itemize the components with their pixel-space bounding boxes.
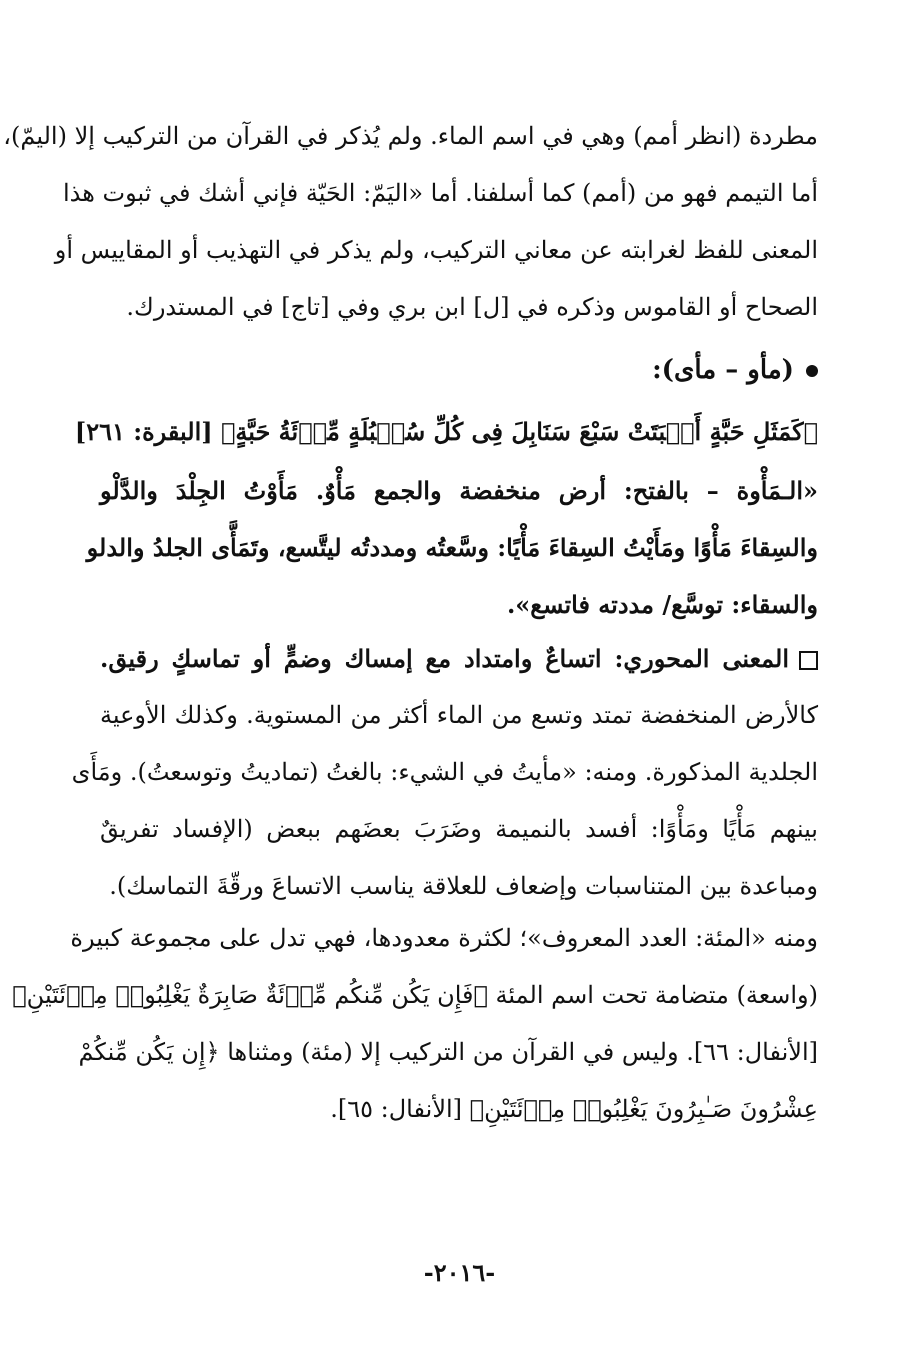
- square-marker-icon: [799, 651, 818, 670]
- text-line: ومباعدة بين المتناسبات وإضعاف للعلاقة يناسب الاتساعَ ورقّةَ التماسك).: [109, 872, 818, 900]
- hundred-paragraph: [12, 910, 818, 1138]
- text-line: «الـمَأْوة – بالفتح: أرض منخفضة والجمع مَأْوٌ. مَأَوْتُ الجِلْدَ والدَّلْو: [100, 476, 818, 505]
- text-line: عِشْرُونَ صَـٰبِرُونَ يَغْلِبُوا۟ مِا۟ئَتَيْنِ﴾ [الأنفال: ٦٥].: [330, 1095, 818, 1123]
- section-heading-text: (مأو – مأى):: [652, 355, 794, 385]
- text-line: والسِقاءَ مَأْوًا ومَأَيْتُ السِقاءَ مَأْيًا: وسَّعتُه ومددتُه ليتَّسع، وتَمَأَّى الجلدُ والدلو: [86, 533, 818, 562]
- core-meaning-line: [100, 630, 818, 687]
- text-line: بينهم مَأْيًا ومَأْوًا: أفسد بالنميمة وضَرَبَ بعضَهم ببعض (الإفساد تفريقٌ: [100, 815, 818, 843]
- section-heading: [100, 345, 818, 395]
- text-line: الصحاح أو القاموس وذكره في [ل] ابن بري وفي [تاج] في المستدرك.: [126, 293, 818, 321]
- text-line: (واسعة) متضامة تحت اسم المئة ﴿فَإِن يَكُن مِّنكُم مِّا۟ئَةٌ صَابِرَةٌ يَغْلِبُوا۟ مِا۟ئَتَيْنِ﴾: [12, 981, 818, 1009]
- text-line: [الأنفال: ٦٦]. وليس في القرآن من التركيب إلا (مئة) ومثناها ﴿إِن يَكُن مِّنكُمْ: [78, 1038, 818, 1066]
- bullet-icon: [806, 365, 818, 377]
- text-line: مطردة (انظر أمم) وهي في اسم الماء. ولم يُذكر في القرآن من التركيب إلا (اليمّ)،: [3, 122, 818, 150]
- text-line: كالأرض المنخفضة تمتد وتسع من الماء أكثر من المستوية. وكذلك الأوعية: [100, 701, 819, 729]
- lexicon-definition: [86, 462, 818, 633]
- text-line: أما التيمم فهو من (أمم) كما أسلفنا. أما «اليَمّ: الحَيّة فإني أشك في ثبوت هذا: [62, 179, 818, 207]
- core-meaning-text: المعنى المحوري: اتساعٌ وامتداد مع إمساك وضمٍّ أو تماسكٍ رقيق.: [100, 644, 789, 673]
- quran-verse: [74, 403, 818, 460]
- text-line: الجلدية المذكورة. ومنه: «مأيتُ في الشيء: بالغتُ (تماديتُ وتوسعتُ). ومَأَى: [71, 758, 818, 786]
- core-meaning-paragraph: [71, 630, 819, 915]
- text-line: ومنه «المئة: العدد المعروف»؛ لكثرة معدودها، فهي تدل على مجموعة كبيرة: [70, 924, 818, 952]
- page-number: -٢٠١٦-: [423, 1258, 496, 1287]
- text-line: المعنى للفظ لغرابته عن معاني التركيب، ولم يذكر في التهذيب أو المقاييس أو: [54, 236, 818, 264]
- text-line: والسقاء: توسَّع/ مددته فاتسع».: [506, 590, 818, 619]
- verse-line: ﴿كَمَثَلِ حَبَّةٍ أَنۢبَتَتْ سَبْعَ سَنَابِلَ فِى كُلِّ سُنۢبُلَةٍ مِّا۟ئَةُ حَبَّةٍ﴾ [البقرة: ٢٦١]: [74, 417, 818, 446]
- paragraph-continuation: [3, 108, 818, 336]
